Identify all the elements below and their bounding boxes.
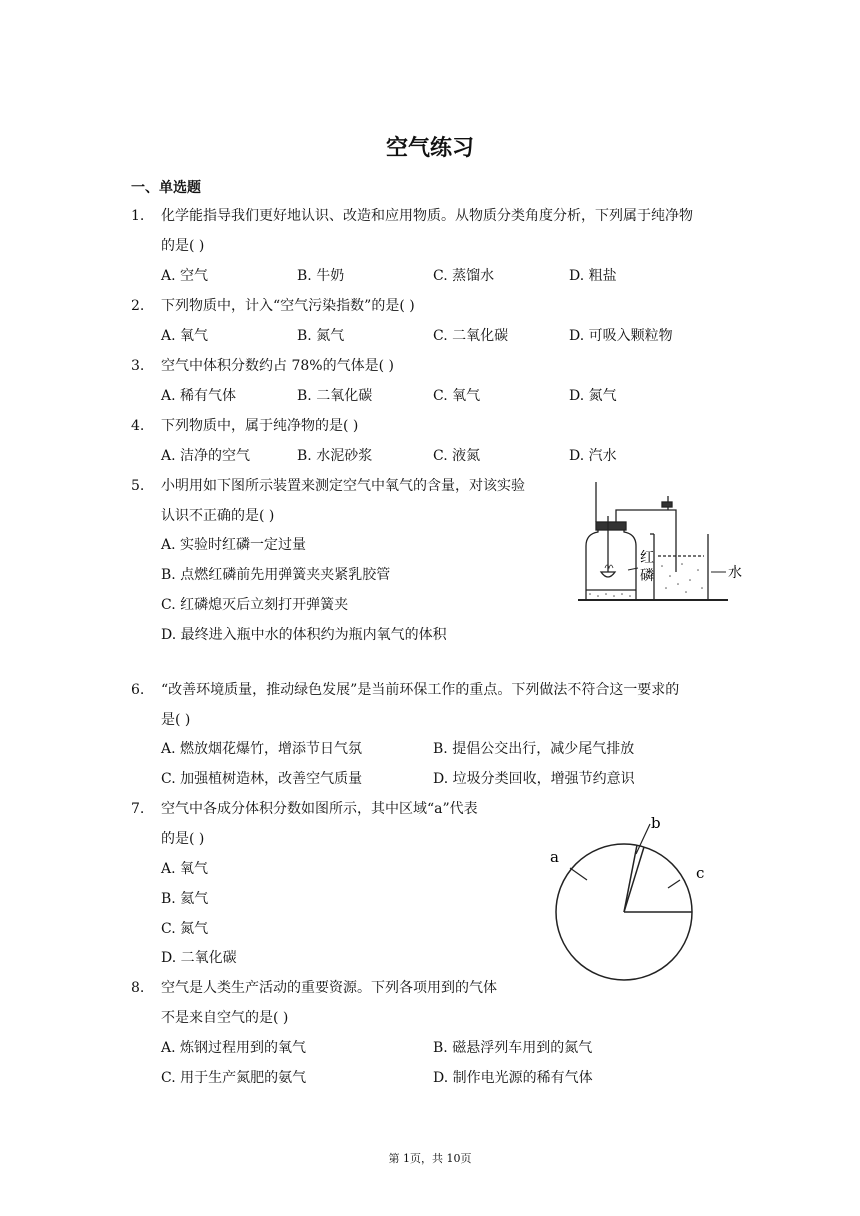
option-a: A. 氧气 xyxy=(161,328,209,344)
question-number: 8. xyxy=(131,980,145,996)
question-number: 1. xyxy=(131,208,145,224)
option-c: C. 红磷熄灭后立刻打开弹簧夹 xyxy=(161,597,349,613)
question-text: 认识不正确的是( ) xyxy=(161,508,275,524)
question-text: 的是( ) xyxy=(161,831,205,847)
option-c: C. 加强植树造林，改善空气质量 xyxy=(161,771,363,787)
question-text: “改善环境质量，推动绿色发展”是当前环保工作的重点。下列做法不符合这一要求的 xyxy=(161,682,680,698)
option-c: C. 蒸馏水 xyxy=(433,268,495,284)
question-number: 5. xyxy=(131,478,145,494)
option-a: A. 实验时红磷一定过量 xyxy=(161,537,307,553)
option-b: B. 水泥砂浆 xyxy=(297,448,373,464)
label-c: c xyxy=(696,864,705,882)
page-footer: 第 1页，共 10页 xyxy=(388,1152,472,1165)
option-d: D. 氮气 xyxy=(569,388,617,404)
option-b: B. 提倡公交出行，减少尾气排放 xyxy=(433,741,635,757)
option-a: A. 稀有气体 xyxy=(161,388,237,404)
option-c: C. 液氮 xyxy=(433,448,481,464)
option-d: D. 二氧化碳 xyxy=(161,950,237,966)
question-number: 4. xyxy=(131,418,145,434)
option-b: B. 点燃红磷前先用弹簧夹夹紧乳胶管 xyxy=(161,567,391,583)
option-a: A. 燃放烟花爆竹，增添节日气氛 xyxy=(161,741,363,757)
option-d: D. 可吸入颗粒物 xyxy=(569,328,673,344)
option-a: A. 炼钢过程用到的氧气 xyxy=(161,1040,307,1056)
option-b: B. 牛奶 xyxy=(297,268,345,284)
label-phosphorus: 磷 xyxy=(640,568,654,584)
option-b: B. 二氧化碳 xyxy=(297,388,373,404)
option-d: D. 制作电光源的稀有气体 xyxy=(433,1070,593,1086)
question-text: 下列物质中，计入“空气污染指数”的是( ) xyxy=(161,298,415,314)
question-number: 6. xyxy=(131,682,145,698)
label-b: b xyxy=(651,814,661,832)
question-number: 7. xyxy=(131,801,145,817)
option-c: C. 二氧化碳 xyxy=(433,328,509,344)
option-a: A. 氧气 xyxy=(161,861,209,877)
label-red: 红 xyxy=(640,550,654,566)
option-b: B. 氮气 xyxy=(297,328,345,344)
apparatus-figure xyxy=(578,476,748,606)
question-text: 化学能指导我们更好地认识、改造和应用物质。从物质分类角度分析，下列属于纯净物 xyxy=(161,208,693,224)
question-text: 下列物质中，属于纯净物的是( ) xyxy=(161,418,359,434)
option-c: C. 用于生产氮肥的氨气 xyxy=(161,1070,307,1086)
option-b: B. 氦气 xyxy=(161,891,209,907)
option-c: C. 氮气 xyxy=(161,921,209,937)
option-a: A. 洁净的空气 xyxy=(161,448,251,464)
option-d: D. 汽水 xyxy=(569,448,617,464)
question-text: 空气中体积分数约占 78%的气体是( ) xyxy=(161,358,394,374)
question-text: 小明用如下图所示装置来测定空气中氧气的含量，对该实验 xyxy=(161,478,525,494)
question-text: 不是来自空气的是( ) xyxy=(161,1010,289,1026)
option-d: D. 垃圾分类回收，增强节约意识 xyxy=(433,771,635,787)
section-heading: 一、单选题 xyxy=(131,180,201,196)
question-number: 3. xyxy=(131,358,145,374)
air-composition-diagram xyxy=(540,796,710,986)
question-text: 空气中各成分体积分数如图所示，其中区域“a”代表 xyxy=(161,801,478,817)
option-a: A. 空气 xyxy=(161,268,209,284)
question-text: 空气是人类生产活动的重要资源。下列各项用到的气体 xyxy=(161,980,497,996)
question-text: 是( ) xyxy=(161,712,191,728)
label-a: a xyxy=(550,848,559,866)
option-d: D. 粗盐 xyxy=(569,268,617,284)
question-text: 的是( ) xyxy=(161,238,205,254)
label-water: 水 xyxy=(728,565,742,581)
option-d: D. 最终进入瓶中水的体积约为瓶内氧气的体积 xyxy=(161,627,447,643)
option-c: C. 氧气 xyxy=(433,388,481,404)
page-title: 空气练习 xyxy=(385,136,474,161)
question-number: 2. xyxy=(131,298,145,314)
option-b: B. 磁悬浮列车用到的氮气 xyxy=(433,1040,593,1056)
